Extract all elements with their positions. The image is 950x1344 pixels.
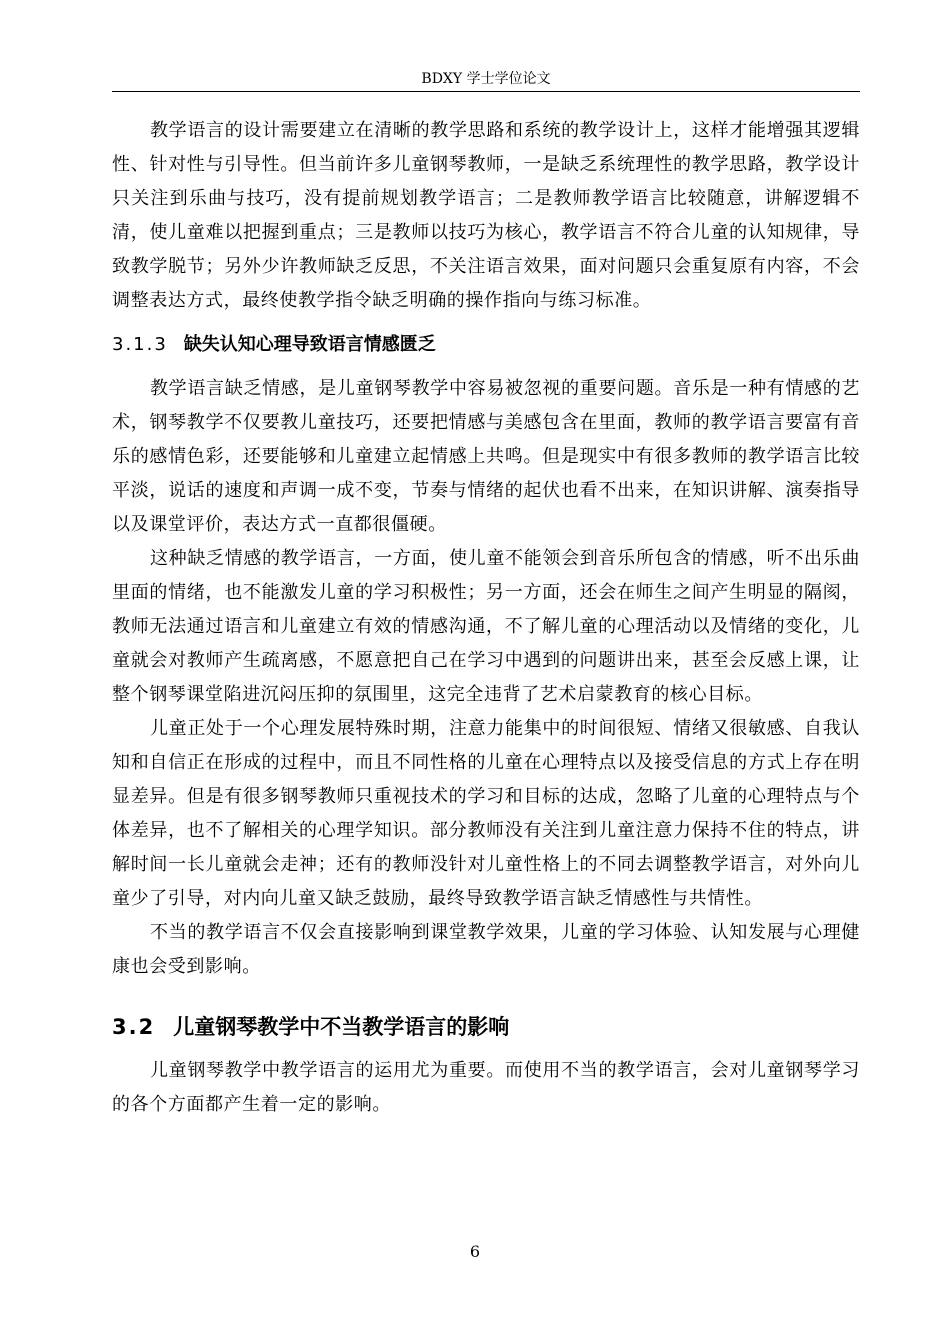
paragraph: 儿童正处于一个心理发展特殊时期，注意力能集中的时间很短、情绪又很敏感、自我认知和自信正在形成的过程中，而且不同性格的儿童在心理特点以及接受信息的方式上存在明显差异。但是有很多钢琴教师只重视技术的学习和目标的达成，忽略了儿童的心理特点与个体差异，也不了解相关的心理学知识。部分教师没有关注到儿童注意力保持不住的特点，讲解时间一长儿童就会走神；还有的教师没针对儿童性格上的不同去调整教学语言，对外向儿童少了引导，对内向儿童又缺乏鼓励，最终导致教学语言缺乏情感性与共情性。 [112,718,860,909]
page-content [112,114,860,1122]
page-number: 6 [469,1242,481,1261]
header-rule [112,91,860,92]
paragraph: 不当的教学语言不仅会直接影响到课堂教学效果，儿童的学习体验、认知发展与心理健康也会受到影响。 [112,922,860,977]
paragraph: 儿童钢琴教学中教学语言的运用尤为重要。而使用不当的教学语言，会对儿童钢琴学习的各个方面都产生着一定的影响。 [112,1060,860,1115]
paragraph: 教学语言缺乏情感，是儿童钢琴教学中容易被忽视的重要问题。音乐是一种有情感的艺术，钢琴教学不仅要教儿童技巧，还要把情感与美感包含在里面，教师的教学语言要富有音乐的感情色彩，还要能够和儿童建立起情感上共鸣。但是现实中有很多教师的教学语言比较平淡，说话的速度和声调一成不变，节奏与情绪的起伏也看不出来，在知识讲解、演奏指导以及课堂评价，表达方式一直都很僵硬。 [112,378,860,535]
section-title: 缺失认知心理导致语言情感匮乏 [183,334,436,355]
section-number: 3.2 [112,1015,156,1039]
section-title: 儿童钢琴教学中不当教学语言的影响 [173,1015,510,1039]
section-heading-3-2 [112,984,860,1054]
paragraph: 这种缺乏情感的教学语言，一方面，使儿童不能领会到音乐所包含的情感，听不出乐曲里面的情绪，也不能激发儿童的学习积极性；另一方面，还会在师生之间产生明显的隔阂，教师无法通过语言和儿童建立有效的情感沟通，不了解儿童的心理活动以及情绪的变化，儿童就会对教师产生疏离感，不愿意把自己在学习中遇到的问题讲出来，甚至会反感上课，让整个钢琴课堂陷进沉闷压抑的氛围里，这完全违背了艺术启蒙教育的核心目标。 [112,548,860,705]
section-heading-3-1-3 [112,318,860,372]
section-number: 3.1.3 [112,334,168,355]
paragraph: 教学语言的设计需要建立在清晰的教学思路和系统的教学设计上，这样才能增强其逻辑性、针对性与引导性。但当前许多儿童钢琴教师，一是缺乏系统理性的教学思路，教学设计只关注到乐曲与技巧，没有提前规划教学语言；二是教师教学语言比较随意，讲解逻辑不清，使儿童难以把握到重点；三是教师以技巧为核心，教学语言不符合儿童的认知规律，导致教学脱节；另外少许教师缺乏反思，不关注语言效果，面对问题只会重复原有内容，不会调整表达方式，最终使教学指令缺乏明确的操作指向与练习标准。 [112,120,860,311]
running-header: BDXY 学士学位论文 [421,71,551,87]
